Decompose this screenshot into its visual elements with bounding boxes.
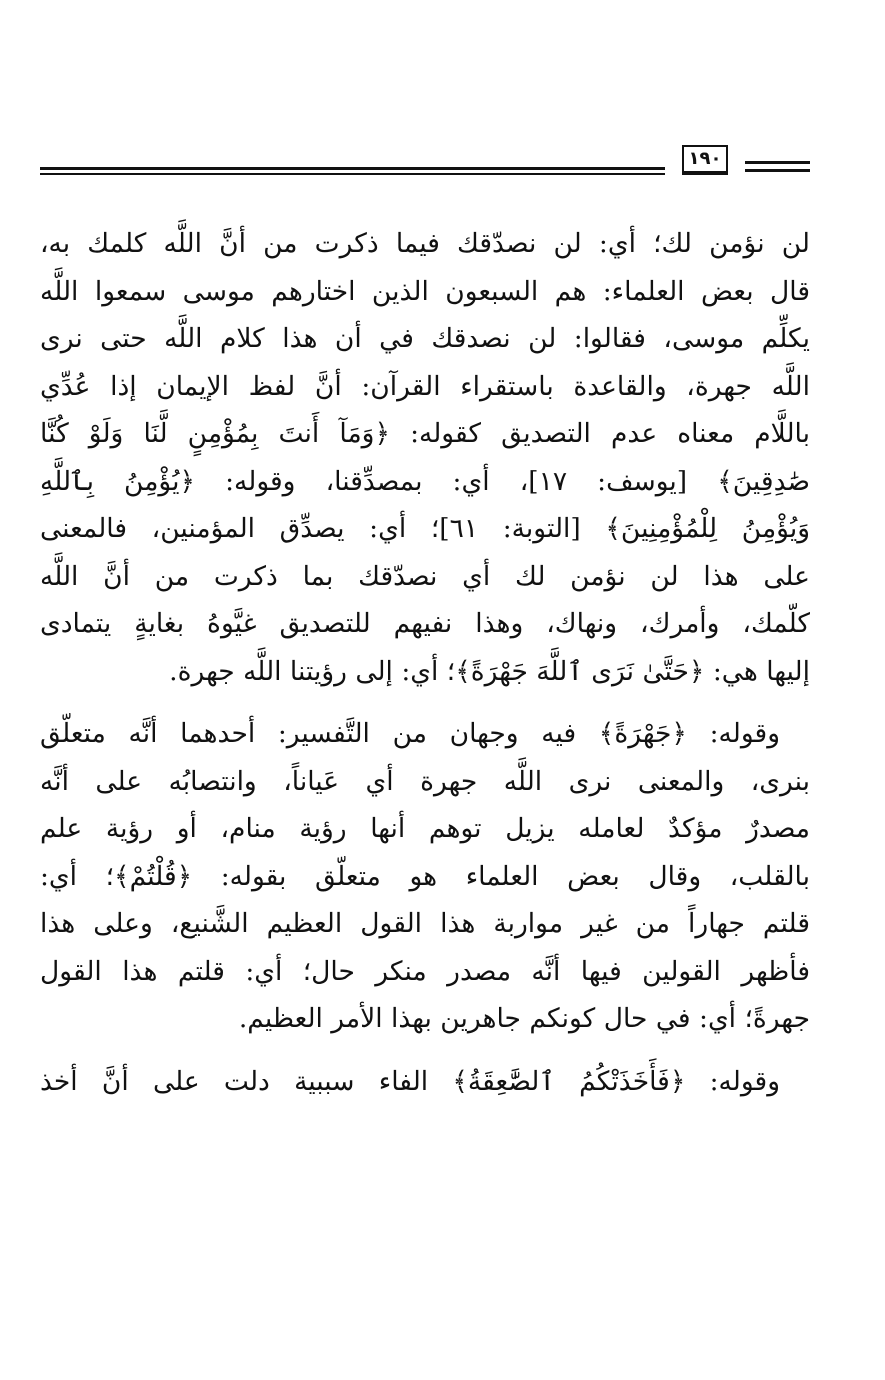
text-line: قال بعض العلماء: هم السبعون الذين اختارهم موسى سمعوا اللَّه xyxy=(40,275,810,307)
text-line: مصدرٌ مؤكدٌ لعامله يزيل توهم أنها رؤية منام، أو رؤية علم xyxy=(40,813,810,844)
text-line: قلتم جهاراً من غير مواربة هذا القول العظيم الشَّنيع، وعلى هذا xyxy=(40,908,810,939)
text-line: صَٰدِقِينَ﴾ [يوسف: ١٧]، أي: بمصدِّقنا، وقوله: ﴿يُؤْمِنُ بِٱللَّهِ xyxy=(40,465,811,497)
header-double-rule-left xyxy=(40,167,665,170)
page-header xyxy=(40,145,810,185)
body-text xyxy=(40,220,810,1105)
text-line: فأظهر القولين فيها أنَّه مصدر منكر حال؛ أي: قلتم هذا القول xyxy=(40,955,810,987)
text-line: بنرى، والمعنى نرى اللَّه جهرة أي عَياناً، وانتصابُه على أنَّه xyxy=(40,765,810,797)
page-number: ١٩٠ xyxy=(688,148,722,169)
paragraph-3 xyxy=(40,1058,810,1106)
text-line: لن نؤمن لك؛ أي: لن نصدّقك فيما ذكرت من أنَّ اللَّه كلمك به، xyxy=(40,228,810,259)
text-line: وقوله: ﴿فَأَخَذَتْكُمُ ٱلصَّٰعِقَةُ﴾ الفاء سببية دلت على أنَّ أخذ xyxy=(40,1065,780,1097)
text-line: كلّمك، وأمرك، ونهاك، وهذا نفيهم للتصديق غيَّوهُ بغايةٍ يتمادى xyxy=(40,608,810,639)
text-line: بالقلب، وقال بعض العلماء هو متعلّق بقوله: ﴿قُلْتُمْ﴾؛ أي: xyxy=(40,860,810,892)
text-line: جهرةً؛ أي: في حال كونكم جاهرين بهذا الأمر العظيم. xyxy=(238,1003,810,1034)
text-line: باللَّام معناه عدم التصديق كقوله: ﴿وَمَآ أَنتَ بِمُؤْمِنٍ لَّنَا وَلَوْ كُنَّا xyxy=(40,418,810,449)
text-line: على هذا لن نؤمن لك أي نصدّقك بما ذكرت من أنَّ اللَّه xyxy=(40,560,810,592)
text-line: اللَّه جهرة، والقاعدة باستقراء القرآن: أنَّ لفظ الإيمان إذا عُدِّي xyxy=(40,370,810,402)
text-line: وقوله: ﴿جَهْرَةً﴾ فيه وجهان من التَّفسير: أحدهما أنَّه متعلّق xyxy=(40,718,780,749)
text-line: إليها هي: ﴿حَتَّىٰ نَرَى ٱللَّهَ جَهْرَةً﴾؛ أي: إلى رؤيتنا اللَّه جهرة. xyxy=(169,655,810,687)
header-double-rule-right xyxy=(745,161,810,164)
text-line: وَيُؤْمِنُ لِلْمُؤْمِنِينَ﴾ [التوبة: ٦١]؛ أي: يصدِّق المؤمنين، فالمعنى xyxy=(40,513,811,544)
text-line: يكلِّم موسى، فقالوا: لن نصدقك في أن هذا كلام اللَّه حتى نرى xyxy=(40,323,810,354)
paragraph-1 xyxy=(40,220,810,695)
page-number-box xyxy=(682,145,728,175)
paragraph-2 xyxy=(40,710,810,1043)
